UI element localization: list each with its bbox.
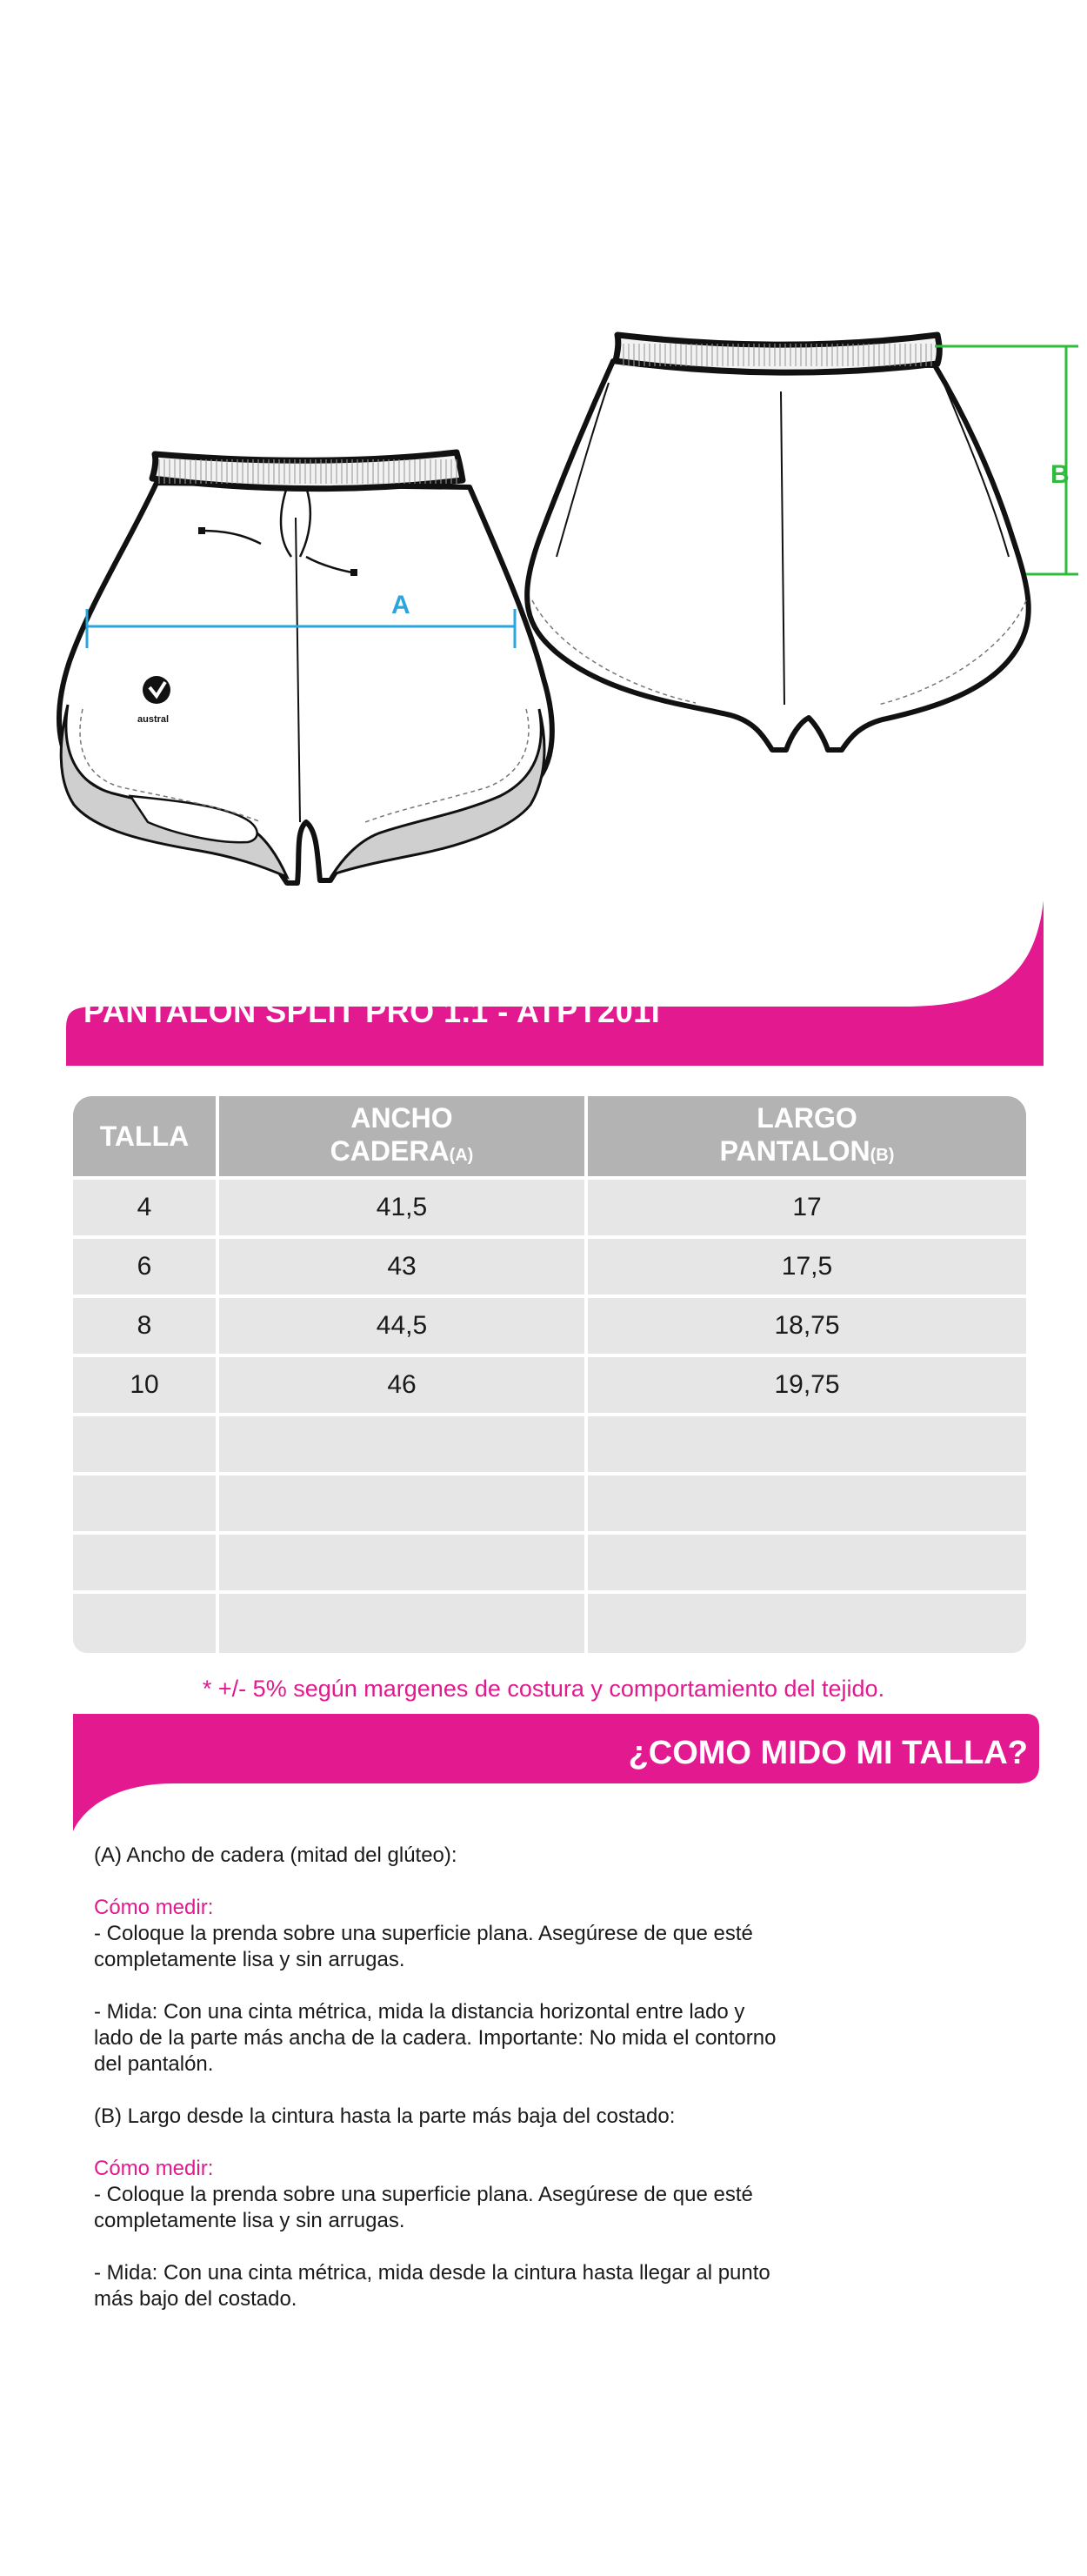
header-talla: TALLA	[73, 1096, 219, 1180]
tolerance-note: * +/- 5% según margenes de costura y comportamiento del tejido.	[202, 1676, 885, 1702]
section-b-title: (B) Largo desde la cintura hasta la parte más baja del costado:	[94, 2104, 676, 2128]
cell-largo: 18,75	[588, 1298, 1026, 1357]
svg-text:austral: austral	[137, 714, 170, 725]
table-row	[73, 1416, 1026, 1475]
section-a-step-2: - Mida: Con una cinta métrica, mida la distancia horizontal entre lado y lado de la parte más ancha de la cadera. Importante: No mida el contorno del pantalón.	[94, 2000, 777, 2076]
cell-largo	[588, 1594, 1026, 1653]
table-row	[73, 1298, 1026, 1357]
table-row	[73, 1239, 1026, 1298]
cell-ancho: 44,5	[219, 1298, 588, 1357]
cell-ancho: 43	[219, 1239, 588, 1298]
cell-largo: 17	[588, 1180, 1026, 1239]
measurement-instructions	[94, 1843, 790, 2312]
shorts-front-view	[59, 452, 552, 883]
page-title: PANTALON SPLIT PRO 1.1 - ATPT201I	[83, 994, 661, 1029]
cell-ancho	[219, 1594, 588, 1653]
cell-ancho: 46	[219, 1357, 588, 1416]
cell-ancho	[219, 1475, 588, 1535]
section-a-how-label: Cómo medir:	[94, 1896, 214, 1919]
cell-talla: 6	[73, 1239, 219, 1298]
title-banner	[0, 900, 1087, 1066]
cell-largo: 19,75	[588, 1357, 1026, 1416]
table-row	[73, 1357, 1026, 1416]
cell-talla: 10	[73, 1357, 219, 1416]
cell-ancho: 41,5	[219, 1180, 588, 1239]
size-table	[73, 1096, 1026, 1653]
shorts-illustration	[0, 0, 1087, 913]
cell-ancho	[219, 1535, 588, 1594]
cell-talla: 4	[73, 1180, 219, 1239]
cell-talla	[73, 1475, 219, 1535]
table-row	[73, 1594, 1026, 1653]
table-row	[73, 1180, 1026, 1239]
header-largo-pantalon: LARGO PANTALON(B)	[588, 1096, 1026, 1180]
cell-largo	[588, 1475, 1026, 1535]
section-b-step-2: - Mida: Con una cinta métrica, mida desde la cintura hasta llegar al punto más bajo del costado.	[94, 2261, 770, 2311]
section-b-step-1: - Coloque la prenda sobre una superficie plana. Asegúrese de que esté completamente lisa y sin arrugas.	[94, 2183, 753, 2232]
cell-ancho	[219, 1416, 588, 1475]
cell-largo: 17,5	[588, 1239, 1026, 1298]
table-row	[73, 1475, 1026, 1535]
section-b-how-label: Cómo medir:	[94, 2157, 214, 2180]
section-a-step-1: - Coloque la prenda sobre una superficie plana. Asegúrese de que esté completamente lisa y sin arrugas.	[94, 1922, 753, 1971]
header-ancho-cadera: ANCHO CADERA(A)	[219, 1096, 588, 1180]
table-row	[73, 1535, 1026, 1594]
cell-talla	[73, 1594, 219, 1653]
svg-text:B: B	[1050, 460, 1070, 489]
section-a-title: (A) Ancho de cadera (mitad del glúteo):	[94, 1843, 457, 1867]
cell-largo	[588, 1535, 1026, 1594]
shorts-back-view	[527, 335, 1078, 750]
svg-text:A: A	[391, 591, 410, 619]
cell-talla	[73, 1535, 219, 1594]
cell-talla: 8	[73, 1298, 219, 1357]
how-to-measure-banner	[0, 1714, 1087, 1844]
how-to-measure-heading: ¿COMO MIDO MI TALLA?	[628, 1735, 1028, 1771]
cell-largo	[588, 1416, 1026, 1475]
table-header-row	[73, 1096, 1026, 1180]
cell-talla	[73, 1416, 219, 1475]
